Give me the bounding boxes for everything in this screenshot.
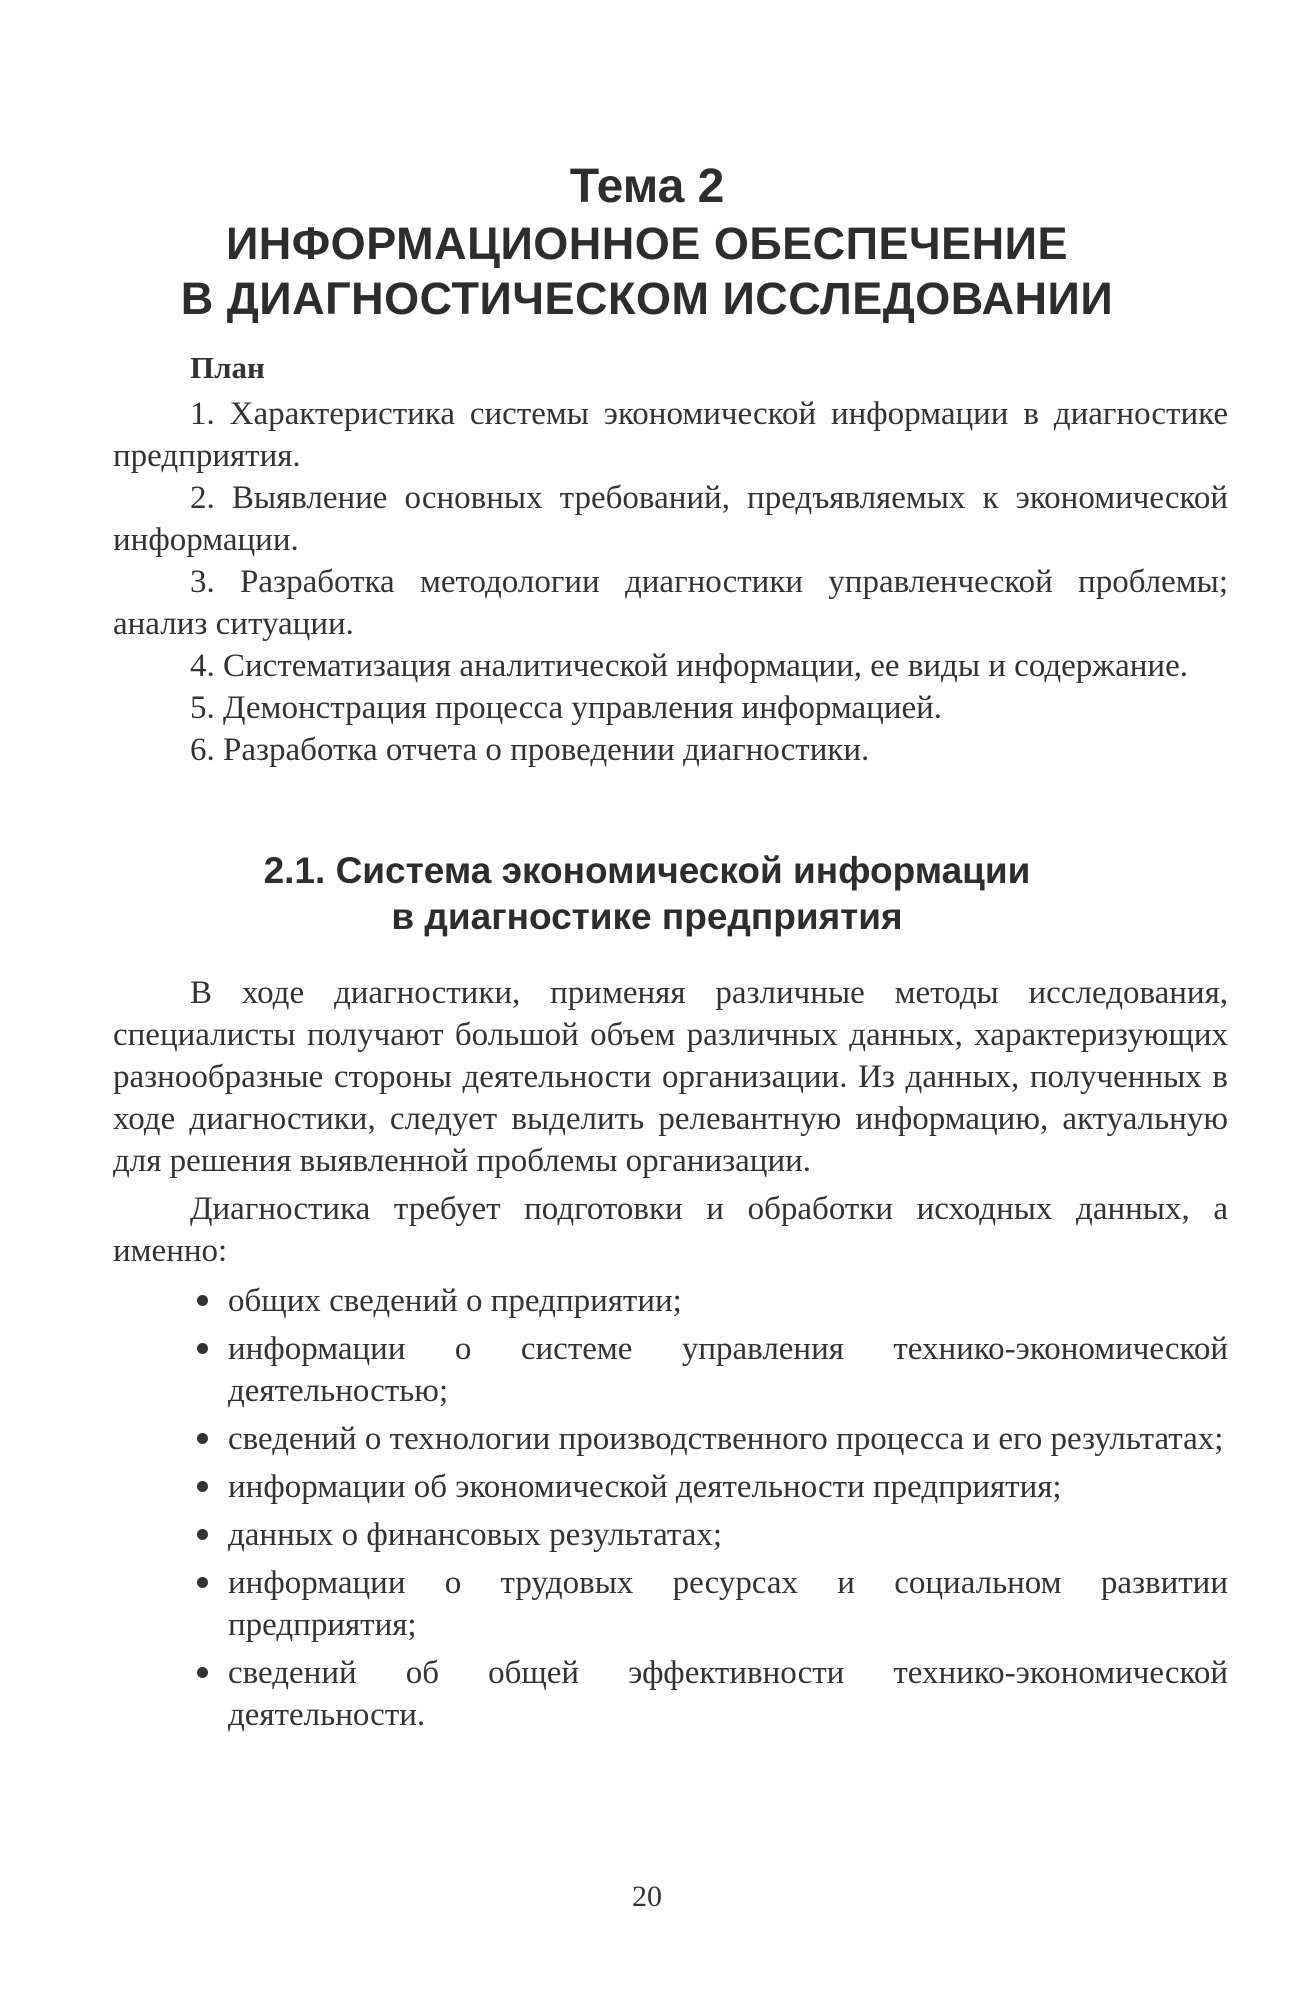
bullet-dot-icon: [197, 1577, 208, 1588]
chapter-title-line-2: В ДИАГНОСТИЧЕСКОМ ИССЛЕДОВАНИИ: [180, 273, 1114, 324]
bullet-dot-icon: [197, 1667, 208, 1678]
plan-item: 4. Систематизация аналитической информации, ее виды и содержание.: [190, 648, 1188, 684]
bullet-item: [228, 1328, 1228, 1412]
bullet-dot-icon: [197, 1481, 208, 1492]
bullet-item: [228, 1418, 1228, 1460]
bullet-text: информации о трудовых ресурсах и социальном развитии предприятия;: [228, 1565, 1228, 1643]
chapter-title-line-1: ИНФОРМАЦИОННОЕ ОБЕСПЕЧЕНИЕ: [225, 218, 1069, 269]
section-title-line-1: 2.1. Система экономической информации: [263, 850, 1031, 891]
plan-item: 5. Демонстрация процесса управления информацией.: [190, 690, 943, 726]
bullet-dot-icon: [197, 1433, 208, 1444]
plan-list: [113, 393, 1228, 771]
section-heading: [0, 848, 1294, 940]
section-title-line-2: в диагностике предприятия: [391, 896, 903, 937]
plan-item: 3. Разработка методологии диагностики управленческой проблемы; анализ ситуации.: [113, 564, 1228, 642]
bullet-dot-icon: [197, 1343, 208, 1354]
plan-item: 6. Разработка отчета о проведении диагностики.: [190, 732, 870, 768]
paragraph-2: Диагностика требует подготовки и обработки исходных данных, а именно:: [113, 1191, 1228, 1269]
bullet-dot-icon: [197, 1295, 208, 1306]
plan-item: 1. Характеристика системы экономической информации в диагностике предприятия.: [113, 396, 1228, 474]
bullet-text: сведений об общей эффективности технико-экономической деятельности.: [228, 1655, 1228, 1733]
bullet-list: [113, 1280, 1228, 1736]
bullet-text: сведений о технологии производственного процесса и его результатах;: [228, 1421, 1224, 1457]
page-number: 20: [632, 1880, 662, 1913]
bullet-item: [228, 1562, 1228, 1646]
paragraph-1: В ходе диагностики, применяя различные методы исследования, специалисты получают большой объем различных данных, характеризующих разнообразные стороны деятельности организации. Из данных, полученных в ходе диагностики, следует выделить релевантную информацию, актуальную для решения выявленной проблемы организации.: [113, 975, 1228, 1179]
bullet-item: [228, 1652, 1228, 1736]
chapter-heading: [0, 158, 1294, 326]
plan-label: План: [190, 350, 265, 385]
bullet-item: [228, 1514, 1228, 1556]
bullet-text: информации об экономической деятельности предприятия;: [228, 1469, 1062, 1505]
chapter-number: Тема 2: [569, 160, 725, 213]
bullet-text: общих сведений о предприятии;: [228, 1283, 682, 1319]
bullet-text: данных о финансовых результатах;: [228, 1517, 723, 1553]
bullet-text: информации о системе управления технико-экономической деятельностью;: [228, 1331, 1228, 1409]
body-text: [113, 972, 1228, 1742]
bullet-item: [228, 1280, 1228, 1322]
bullet-dot-icon: [197, 1529, 208, 1540]
bullet-item: [228, 1466, 1228, 1508]
plan-item: 2. Выявление основных требований, предъявляемых к экономической информации.: [113, 480, 1228, 558]
